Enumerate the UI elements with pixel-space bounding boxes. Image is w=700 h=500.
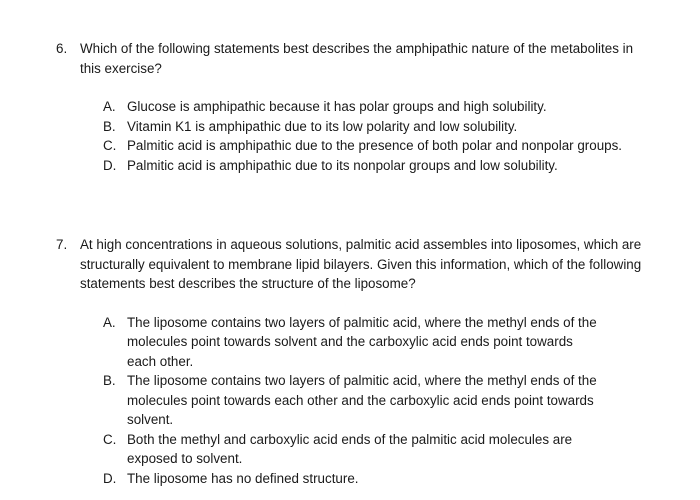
question-stem — [56, 39, 646, 78]
option-text: The liposome contains two layers of palmitic acid, where the methyl ends of the molecules point towards solvent and the carboxylic acid ends point towards each other. — [127, 314, 597, 369]
option-text: The liposome contains two layers of palmitic acid, where the methyl ends of the molecules point towards each other and the carboxylic acid ends point towards solvent. — [127, 373, 597, 427]
question-number: 7. — [56, 237, 68, 252]
answer-options — [103, 97, 623, 175]
answer-option-c — [103, 136, 623, 156]
option-text: The liposome has no defined structure. — [127, 470, 359, 486]
option-letter: D. — [103, 157, 117, 173]
option-text: Palmitic acid is amphipathic due to its nonpolar groups and low solubility. — [127, 157, 558, 173]
answer-option-a — [103, 97, 623, 117]
option-letter: B. — [103, 118, 116, 134]
answer-option-c — [103, 430, 603, 469]
option-text: Vitamin K1 is amphipathic due to its low polarity and low solubility. — [127, 118, 518, 134]
question-6 — [56, 39, 646, 175]
answer-option-b — [103, 371, 603, 430]
answer-option-d — [103, 469, 603, 489]
option-text: Glucose is amphipathic because it has polar groups and high solubility. — [127, 99, 547, 114]
option-letter: B. — [103, 373, 116, 388]
question-number: 6. — [56, 41, 68, 56]
answer-option-a — [103, 313, 603, 372]
question-7 — [56, 235, 646, 488]
question-text: At high concentrations in aqueous solutions, palmitic acid assembles into liposomes, which are structurally equivalent to membrane lipid bilayers. Given this information, which of the following statements best describes the structure of the liposome? — [80, 237, 642, 291]
option-text: Both the methyl and carboxylic acid ends of the palmitic acid molecules are exposed to solvent. — [127, 431, 573, 466]
answer-options — [103, 313, 603, 489]
answer-option-b — [103, 117, 623, 137]
question-stem — [56, 235, 646, 294]
option-letter: C. — [103, 431, 117, 447]
answer-option-d — [103, 156, 623, 176]
option-letter: A. — [103, 314, 116, 330]
question-text: Which of the following statements best describes the amphipathic nature of the metabolites in this exercise? — [80, 41, 634, 76]
option-letter: D. — [103, 470, 117, 486]
option-letter: A. — [103, 99, 116, 114]
option-letter: C. — [103, 138, 117, 153]
option-text: Palmitic acid is amphipathic due to the presence of both polar and nonpolar groups. — [127, 138, 623, 153]
